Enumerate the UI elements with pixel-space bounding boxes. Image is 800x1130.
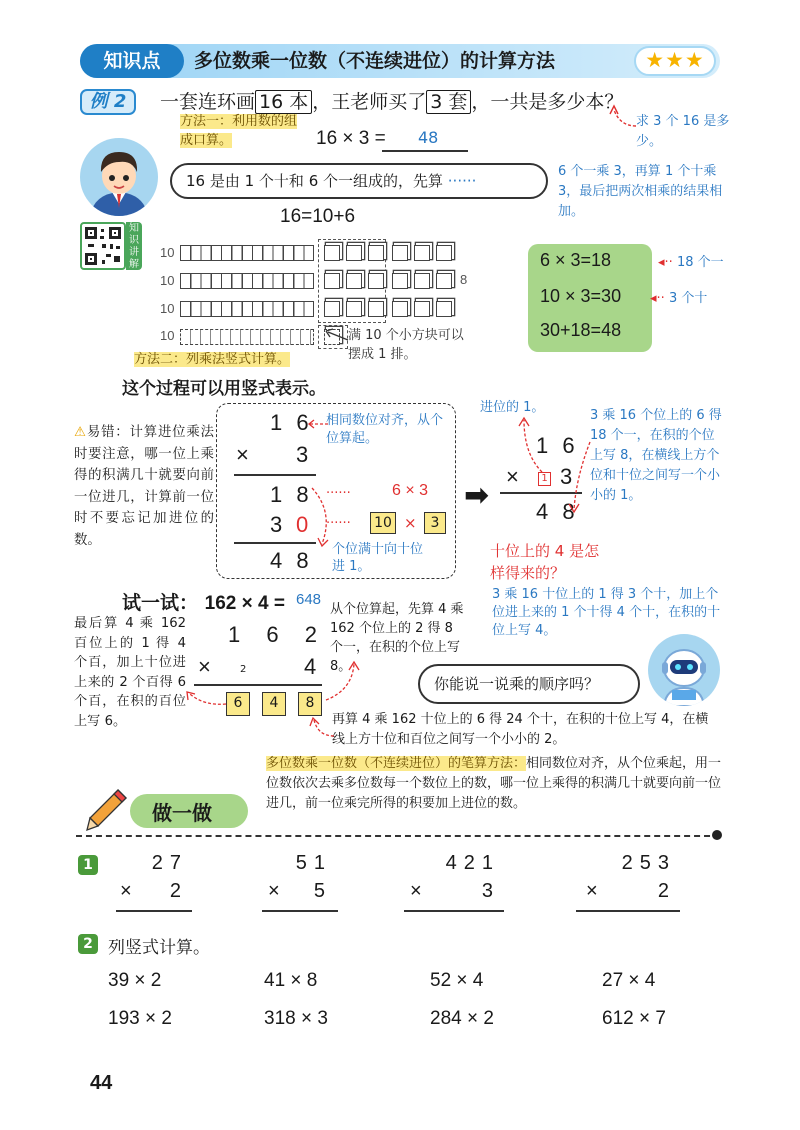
qr-code-icon[interactable] [80, 222, 126, 270]
question-2-title: 列竖式计算。 [108, 938, 210, 958]
error-tip: ⚠易错：计算进位乘法时要注意，哪一位上乘得的积满几十就要向前一位进几，计算前一位时不要忘记加进位的数。 [74, 425, 215, 548]
times-sign: × [410, 880, 429, 902]
times-sign: × [236, 442, 249, 467]
q1d-mult: 2 [657, 880, 676, 902]
ten-rod [180, 301, 314, 317]
q1c-top: 421 [445, 852, 500, 874]
unit-cube [436, 301, 452, 317]
product-result: 4 8 [536, 499, 579, 524]
robot-avatar [648, 634, 720, 706]
multiplicand: 1 6 [536, 433, 579, 458]
q1b-top: 51 [295, 852, 332, 874]
knowledge-tag: 知识点 [80, 44, 184, 78]
ones-step-explanation: 从个位算起，先算 4 乘 162 个位上的 2 得 8 个一，在积的个位上写 8。 [330, 602, 464, 674]
result-ones: 8 [298, 692, 322, 716]
ones-note: ◂·· 18 个一 [658, 255, 724, 270]
q1c-mult: 3 [481, 880, 500, 902]
page-title: 多位数乘一位数（不连续进位）的计算方法 [194, 50, 556, 72]
unit-cube [346, 245, 362, 261]
carry-note: 个位满十向十位进 1。 [332, 542, 424, 574]
tens-box: 10 [370, 512, 396, 534]
cube-count-label: 8 [460, 272, 468, 287]
q2-expr: 318 × 3 [264, 1008, 328, 1029]
answer-line [116, 910, 192, 912]
tens-explanation: 3 乘 16 十位上的 1 得 3 个十，加上个位进上来的 1 个十得 4 个十，在积的十位上写 4。 [492, 587, 721, 638]
unit-cube [392, 273, 408, 289]
boy-icon [80, 138, 158, 216]
q2-expr: 284 × 2 [430, 1008, 494, 1029]
product-6x3: 6 × 3=18 [540, 250, 612, 270]
method-summary: 多位数乘一位数（不连续进位）的笔算方法：相同数位对齐，从个位乘起，用一位数依次去乘多位数每一个数位上的数，哪一位上乘得的积满几十就要向前一位进几，前一位乘完所得的积要加上进位的数。 [266, 756, 722, 811]
carry-label: 进位的 1。 [480, 400, 545, 415]
arrow-icon [514, 414, 550, 474]
answer-line [382, 150, 468, 152]
result-hundreds: 6 [226, 692, 250, 716]
example-badge: 例 2 [80, 89, 136, 115]
partial-product-2-tens: 3 [270, 512, 283, 537]
three-box: 3 [424, 512, 446, 534]
arrow-icon [600, 104, 640, 130]
unit-cube [346, 273, 362, 289]
equation-16x3: 16 × 3 = [316, 128, 386, 149]
row-label: 10 [160, 245, 175, 260]
page-number: 44 [90, 1072, 113, 1094]
product-result: 4 8 [270, 548, 313, 573]
unit-cube [392, 301, 408, 317]
unit-cube [436, 273, 452, 289]
q1a-mult: 2 [169, 880, 188, 902]
ten-rod [180, 245, 314, 261]
robot-icon [648, 634, 720, 706]
qr-label: 知识讲解 [126, 222, 142, 270]
warning-icon: ⚠ [74, 425, 87, 440]
partial-product-1: 1 8 [270, 482, 313, 507]
row-label: 10 [160, 328, 175, 343]
calc-line [194, 684, 322, 686]
unit-cube [392, 245, 408, 261]
calc-line [234, 542, 316, 544]
tens-note: ◂·· 3 个十 [650, 291, 708, 306]
unit-cube [324, 273, 340, 289]
align-note: 相同数位对齐，从个位算起。 [326, 413, 444, 446]
try-title: 试一试： 162 × 4 = [122, 592, 285, 614]
q2-expr: 41 × 8 [264, 970, 318, 991]
hundreds-explanation: 最后算 4 乘 162 百位上的 1 得 4 个百，加上十位进上来的 2 个百得 6 个百，在积的百位上写 6。 [74, 616, 186, 729]
product-10x3: 10 × 3=30 [540, 286, 622, 306]
partial-product-2-ones: 0 [296, 512, 309, 537]
q2-expr: 193 × 2 [108, 1008, 172, 1029]
ones-explanation: 3 乘 16 个位上的 6 得 18 个一，在积的个位上写 8，在横线上方个位和十位之间写一个小小的 1。 [590, 408, 722, 503]
carry-digit: 1 [538, 472, 551, 486]
multiplier: 3 [560, 464, 573, 489]
tens-question: 十位上的 4 是怎样得来的？ [490, 542, 600, 582]
question-bubble: 你能说一说乘的顺序吗？ [418, 664, 640, 704]
q2-expr: 39 × 2 [108, 970, 162, 991]
q2-expr: 27 × 4 [602, 970, 656, 991]
section-divider [76, 835, 720, 837]
answer-line [404, 910, 504, 912]
row-label: 10 [160, 273, 175, 288]
unit-cube [414, 273, 430, 289]
ones-calc: 6 × 3 [392, 482, 429, 499]
question-1-badge: 1 [78, 855, 98, 875]
unit-cube [368, 245, 384, 261]
q1d-top: 253 [621, 852, 676, 874]
answer-line [576, 910, 680, 912]
calc-line [234, 474, 316, 476]
unit-cube [368, 273, 384, 289]
times-sign: × [586, 880, 605, 902]
q2-expr: 52 × 4 [430, 970, 484, 991]
decomposition-equation: 16=10+6 [280, 206, 356, 227]
q1b-mult: 5 [313, 880, 332, 902]
unit-cube [436, 245, 452, 261]
question-2-badge: 2 [78, 934, 98, 954]
equation-answer: 48 [418, 128, 439, 147]
unit-cube [414, 301, 430, 317]
unit-cube [324, 301, 340, 317]
times-sign: × [404, 514, 417, 532]
method-one-label: 方法一：利用数的组成口算。 [180, 114, 298, 148]
answer-line [262, 910, 338, 912]
unit-cube [324, 245, 340, 261]
dots: ······ [326, 516, 351, 531]
row-label: 10 [160, 301, 175, 316]
times-sign: × [506, 464, 519, 489]
unit-cube [368, 301, 384, 317]
times-sign: × [120, 880, 139, 902]
multiplicand: 1 6 [270, 410, 313, 435]
arrow-icon [184, 690, 228, 720]
explanation-bubble: 16 是由 1 个十和 6 个一组成的，先算 ······ [170, 163, 548, 199]
note-meaning: 求 3 个 16 是多少。 [636, 114, 730, 149]
arrow-icon [306, 482, 336, 552]
carry-digit: 2 [240, 664, 247, 675]
ten-cubes-note: 满 10 个小方块可以摆成 1 排。 [348, 328, 464, 362]
try-multiplier: 4 [304, 654, 317, 679]
student-avatar [80, 138, 158, 216]
method-two-label: 方法二：列乘法竖式计算。 [134, 352, 291, 367]
arrow-icon [306, 418, 330, 430]
q1a-top: 27 [151, 852, 188, 874]
arrow-icon [322, 326, 350, 346]
sum-result: 30+18=48 [540, 320, 622, 340]
tens-step-explanation: 再算 4 乘 162 十位上的 6 得 24 个十，在积的十位上写 4，在横线上方十位和百位之间写一个小小的 2。 [332, 712, 709, 747]
difficulty-stars: ★★★ [634, 46, 716, 76]
ten-rod-dashed [180, 329, 314, 345]
right-arrow-icon: ➡ [464, 478, 490, 513]
times-sign: × [268, 880, 287, 902]
unit-cube [414, 245, 430, 261]
example-question: 一套连环画 16 本 ，王老师买了 3 套 ，一共是多少本？ [160, 91, 624, 113]
multiplier: 3 [296, 442, 309, 467]
try-answer: 648 [296, 591, 322, 608]
pencil-icon [84, 786, 128, 834]
times-sign: × [198, 654, 211, 679]
arrow-icon [308, 716, 336, 744]
unit-cube [346, 301, 362, 317]
process-statement: 这个过程可以用竖式表示。 [122, 379, 326, 399]
try-multiplicand: 1 6 2 [228, 622, 327, 647]
practice-title: 做一做 [152, 801, 212, 825]
note-steps: 6 个一乘 3，再算 1 个十乘 3，最后把两次相乘的结果相加。 [558, 164, 723, 219]
ten-rod [180, 273, 314, 289]
q2-expr: 612 × 7 [602, 1008, 666, 1029]
dots: ······ [326, 486, 351, 501]
result-tens: 4 [262, 692, 286, 716]
divider-dot [712, 830, 722, 840]
